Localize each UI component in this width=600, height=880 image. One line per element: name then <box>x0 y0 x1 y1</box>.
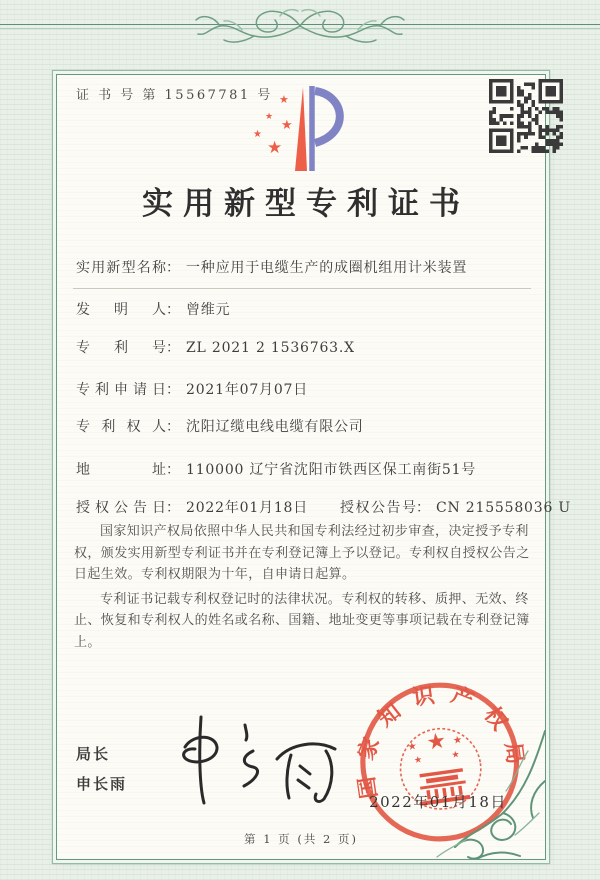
svg-text:★: ★ <box>267 138 283 158</box>
handwritten-signature <box>149 705 359 815</box>
field-row-grant: 授权公告日： 2022年01月18日 授权公告号： CN 215558036 U <box>76 497 532 517</box>
page-footer: 第 1 页 (共 2 页) <box>244 832 358 846</box>
legal-paragraph-1: 国家知识产权局依照中华人民共和国专利法经过初步审查，决定授予专利权，颁发实用新型专利证书并在专利登记簿上予以登记。专利权自授权公告之日起生效。专利权期限为十年，自申请日起算。 <box>74 524 530 582</box>
svg-text:★: ★ <box>406 740 418 754</box>
field-row-inventor: 发明人： 曾维元 <box>76 299 532 319</box>
field-value: ZL 2021 2 1536763.X <box>186 340 355 356</box>
logo-blue-p <box>315 91 340 143</box>
field-value: 一种应用于电缆生产的成圈机组用计米装置 <box>186 260 468 276</box>
svg-text:★: ★ <box>450 748 461 761</box>
officer-name: 申长雨 <box>76 775 128 793</box>
field-row-filing-date: 专利申请日： 2021年07月07日 <box>76 379 532 399</box>
grant-no-pair: 授权公告号： CN 215558036 U <box>340 497 571 517</box>
svg-text:★: ★ <box>452 733 463 747</box>
field-row-name: 实用新型名称： 一种应用于电缆生产的成圈机组用计米装置 <box>76 257 532 277</box>
field-row-patent-no: 专利号： ZL 2021 2 1536763.X <box>76 337 532 357</box>
field-value: 2021年07月07日 <box>186 382 309 398</box>
field-label: 地址 <box>76 462 166 478</box>
grant-date-value: 2022年01月18日 <box>186 500 309 516</box>
svg-text:★: ★ <box>413 754 423 767</box>
svg-text:★: ★ <box>424 728 448 756</box>
field-label: 发明人 <box>76 302 166 318</box>
field-label: 授权公告日 <box>76 500 166 516</box>
svg-text:★: ★ <box>279 93 289 106</box>
certificate-page <box>56 74 572 860</box>
field-label: 专利号 <box>76 340 166 356</box>
certificate-title: 实用新型专利证书 <box>142 186 470 222</box>
field-row-address: 地址： 110000 辽宁省沈阳市铁西区保工南街51号 <box>76 459 532 479</box>
svg-text:★: ★ <box>253 129 262 140</box>
grant-no-value: CN 215558036 U <box>436 500 572 516</box>
officer-block <box>76 739 127 799</box>
corner-flourish-ornament <box>407 721 547 861</box>
field-value: 110000 辽宁省沈阳市铁西区保工南街51号 <box>186 462 477 478</box>
field-row-patentee: 专利权人： 沈阳辽缆电线电缆有限公司 <box>76 416 532 436</box>
seal-date: 2022年01月18日 <box>369 793 507 811</box>
field-label: 专利申请日 <box>76 382 166 398</box>
logo-stars <box>253 93 293 158</box>
qr-code <box>489 79 563 153</box>
legal-paragraph-2: 专利证书记载专利权登记时的法律状况。专利权的转移、质押、无效、终止、恢复和专利权人的姓名或名称、国籍、地址变更等事项记载在专利登记簿上。 <box>74 591 530 650</box>
legal-paragraphs <box>74 521 532 656</box>
field-underline <box>73 288 531 289</box>
field-label: 实用新型名称 <box>76 260 166 276</box>
svg-text:★: ★ <box>265 112 274 122</box>
field-value: 曾维元 <box>186 302 231 318</box>
svg-text:★: ★ <box>281 118 293 133</box>
logo-red-wedge <box>295 87 307 171</box>
officer-title: 局长 <box>76 745 111 763</box>
field-value: 沈阳辽缆电线电缆有限公司 <box>186 419 364 435</box>
field-label: 授权公告号 <box>340 500 416 516</box>
certificate-number: 证 书 号 第 15567781 号 <box>76 88 273 103</box>
top-flourish-ornament <box>170 2 430 48</box>
field-label: 专利权人 <box>76 419 166 435</box>
cnipa-logo <box>239 77 359 173</box>
seal-text: 国家知识产权局 <box>352 681 530 801</box>
